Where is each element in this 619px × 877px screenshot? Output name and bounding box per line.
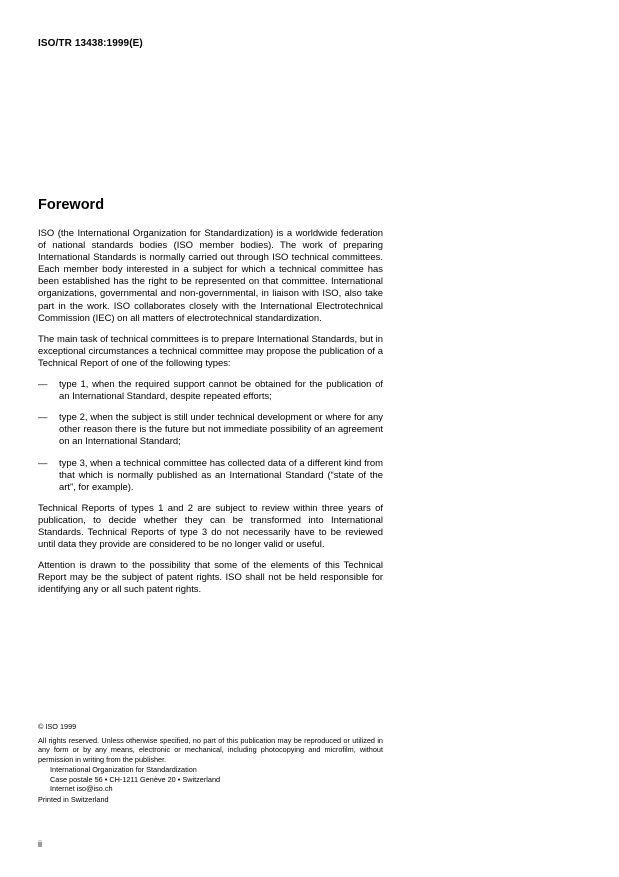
foreword-title: Foreword — [38, 197, 105, 213]
foreword-section — [38, 196, 383, 605]
foreword-paragraph: Technical Reports of types 1 and 2 are subject to review within three years of publication, to decide whether they can be transformed into International Standards. Technical Reports of type 3 do not necessarily have to be reviewed until data they provide are considered to be no longer valid or useful. — [38, 502, 383, 551]
printed-in: Printed in Switzerland — [38, 794, 109, 804]
list-dash: — — [38, 379, 48, 391]
foreword-paragraph: Attention is drawn to the possibility that some of the elements of this Technical Report may be the subject of patent rights. ISO shall not be held responsible for identifying any or all such patent rights. — [38, 560, 383, 596]
list-item-text: type 3, when a technical committee has collected data of a different kind from that which is normally published as an International Standard (“state of the art”, for example). — [59, 457, 383, 493]
list-item — [38, 379, 383, 403]
address-line: Case postale 56 • CH-1211 Genève 20 • Switzerland — [50, 774, 221, 784]
address-line: Internet iso@iso.ch — [50, 784, 113, 793]
foreword-paragraph: ISO (the International Organization for Standardization) is a worldwide federation of national standards bodies (ISO member bodies). The work of preparing International Standards is normally carried out through ISO technical committees. Each member body interested in a subject for which a technical committee has been established has the right to be represented on that committee. International organizations, governmental and non-governmental, in liaison with ISO, also take part in the work. ISO collaborates closely with the International Electrotechnical Commission (IEC) on all matters of electrotechnical standardization. — [38, 228, 383, 324]
address-line: International Organization for Standardization — [50, 765, 197, 774]
copyright-footer — [38, 722, 383, 804]
list-item-text: type 1, when the required support cannot be obtained for the publication of an International Standard, despite repeated efforts; — [59, 379, 383, 403]
rights-statement: All rights reserved. Unless otherwise specified, no part of this publication may be reproduced or utilized in any form or by any means, electronic or mechanical, including photocopying and microfilm, without permission in writing from the publisher. — [38, 735, 383, 764]
foreword-paragraph: The main task of technical committees is to prepare International Standards, but in exceptional circumstances a technical committee may propose the publication of a Technical Report of one of the following types: — [38, 333, 383, 369]
page-number: ii — [38, 839, 42, 849]
list-dash: — — [38, 457, 48, 469]
list-dash: — — [38, 412, 48, 424]
copyright-notice: © ISO 1999 — [38, 722, 77, 731]
list-item — [38, 412, 383, 448]
list-item-text: type 2, when the subject is still under technical development or where for any other reason there is the future but not immediate possibility of an agreement on an International Standard; — [59, 412, 383, 448]
list-item — [38, 458, 383, 494]
document-id: ISO/TR 13438:1999(E) — [38, 38, 143, 49]
